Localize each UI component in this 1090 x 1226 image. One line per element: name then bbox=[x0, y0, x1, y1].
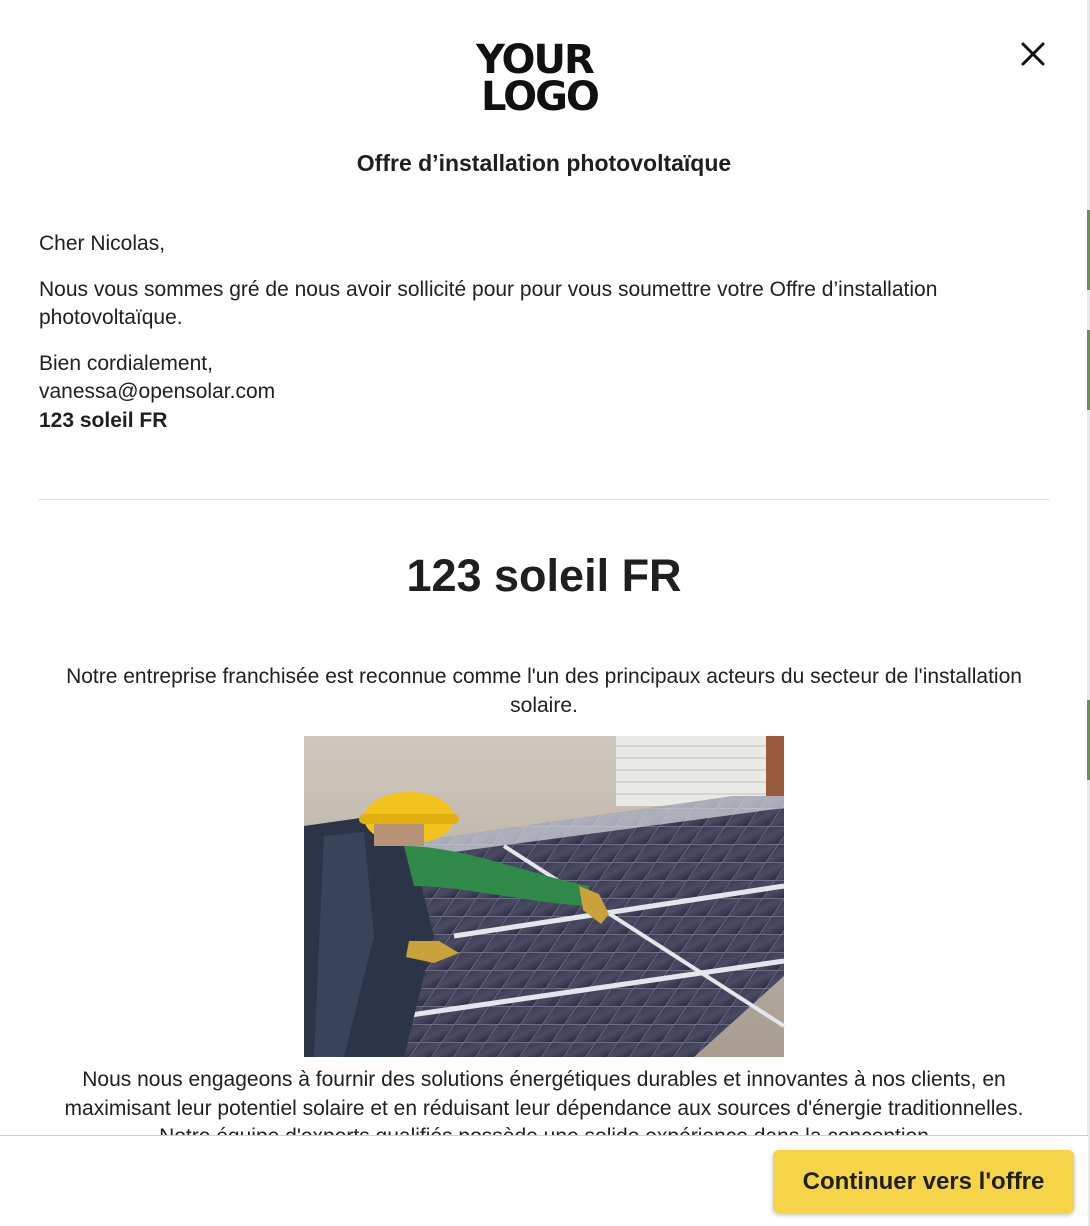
continue-to-offer-button[interactable]: Continuer vers l'offre bbox=[773, 1150, 1074, 1213]
close-button[interactable] bbox=[1014, 36, 1052, 74]
letter-closing: Bien cordialement, bbox=[39, 351, 213, 375]
section-divider bbox=[38, 499, 1050, 500]
modal-footer bbox=[0, 1135, 1088, 1226]
letter-body: Nous vous sommes gré de nous avoir sollicité pour pour vous soumettre votre Offre d’installation photovoltaïque. bbox=[39, 277, 938, 329]
company-heading: 123 soleil FR bbox=[406, 550, 682, 601]
company-commitment: Nous nous engageons à fournir des solutions énergétiques durables et innovantes à nos clients, en maximisant leur potentiel solaire et en réduisant leur dépendance aux sources d'énergie traditionnelles. bbox=[64, 1068, 1024, 1120]
close-icon bbox=[1014, 36, 1052, 74]
offer-title: Offre d’installation photovoltaïque bbox=[356, 150, 732, 176]
cover-letter bbox=[39, 230, 1039, 435]
solar-installer-photo bbox=[304, 736, 784, 1057]
sender-email: vanessa@opensolar.com bbox=[39, 380, 276, 403]
letter-greeting: Cher Nicolas, bbox=[39, 232, 166, 255]
company-intro: Notre entreprise franchisée est reconnue comme l'un des principaux acteurs du secteur de l'installation solaire. bbox=[66, 665, 1022, 717]
company-logo: YOUR LOGO bbox=[476, 37, 598, 120]
sender-company: 123 soleil FR bbox=[39, 408, 168, 432]
